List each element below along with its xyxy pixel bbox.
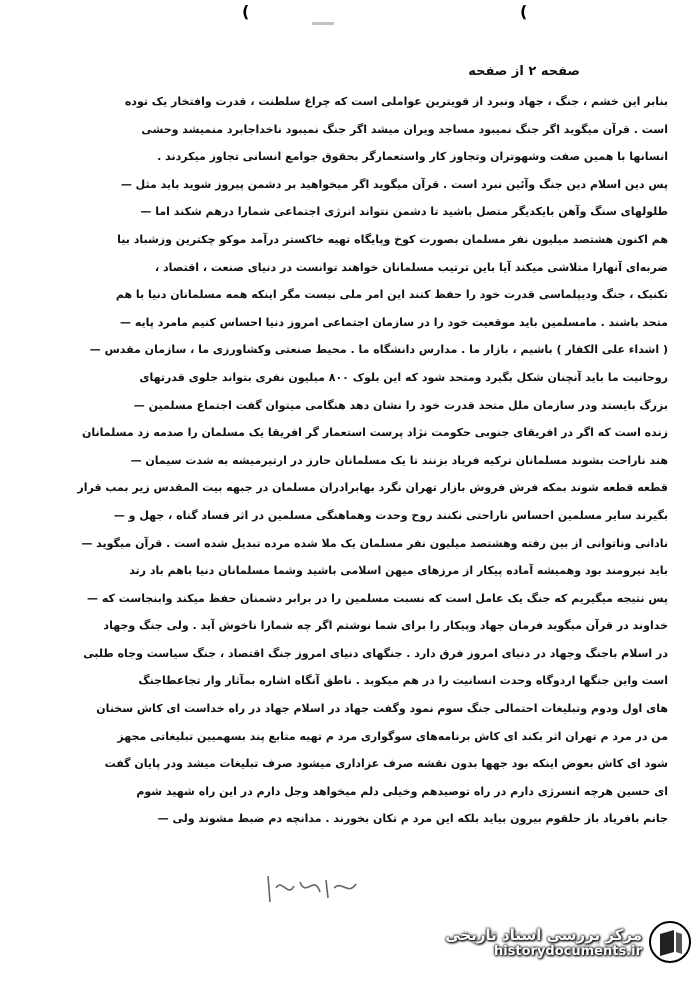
text-line: پس دین اسلام دین جنگ وآئین نبرد است . قرآن میگوید اگر میخواهید بر دشمن پیروز شوید باید مثل — [120, 177, 668, 191]
archive-logo-icon [648, 920, 692, 964]
text-line: زنده است که اگر در افریقای جنوبی حکومت نژاد پرست استعمار گر افریقا یک مسلمان را صدمه زد مسلمانان [81, 426, 668, 440]
top-smudge [312, 22, 334, 25]
text-line: متحد باشند . مامسلمین باید موقعیت خود را در سازمان اجتماعی امروز دنیا احساس کنیم مامرد پایه — [120, 315, 668, 329]
text-line: هم اکنون هشتصد میلیون نفر مسلمان بصورت کوخ وپایگاه تهیه خاکستر درآمد موکو چکترین وزشباد بیا [117, 232, 668, 246]
text-line: بنابر این خشم ، جنگ ، جهاد ونبرد از قویترین عواملی است که چراغ سلطنت ، قدرت وافتخار یک توده [124, 95, 668, 108]
text-line: جانم بافریاد باز حلقوم بیرون بیاید بلکه این مرد م تکان بخورند . مدانچه دم ضبط مشوند ولی — [157, 812, 668, 826]
text-line: قطعه قطعه شوند بمکه فرش فروش بازار تهران نگرد بهابرادران مسلمان در جبهه بیت المقدس زیر بمب قرار [77, 481, 668, 495]
text-line: پس نتیجه میگیریم که جنگ یک عامل است که نسبت مسلمین را در برابر دشمنان حفظ میکند وابنجاست که — [87, 591, 668, 605]
text-line: روحانیت ما باید آنچنان شکل بگیرد ومتحد شود که این بلوک ۸۰۰ میلیون نفری بتواند جلوی قدرتهای [139, 370, 668, 384]
document-body [58, 88, 668, 833]
watermark-text [445, 926, 642, 959]
text-line: است واین جنگها اردوگاه وحدت انسانیت را در هم میکوبد . ناطق آنگاه اشاره بمآثار وار تجاعطاجنگ [138, 674, 668, 688]
watermark-title: مرکز بررسی اسناد تاریخی [445, 925, 642, 944]
text-line: بزرگ بایستد ودر سازمان ملل متحد قدرت خود را نشان دهد هنگامی میتوان گفت اجتماع مسلمین — [133, 398, 668, 412]
handwritten-signature [262, 868, 362, 908]
text-line: ضربه‌ای آنهارا متلاشی میکند آیا باین ترتیب مسلمانان خواهند توانست در دنیای صنعت ، اقتصاد ، [154, 260, 668, 274]
text-line: است . قرآن میگوید اگر جنگ نمیبود مساجد ویران میشد اگر جنگ نمیبود ناخداجابرد منمیشد وحشی [141, 122, 668, 136]
text-line: انسانها با همین صفت وشهوتران وتجاوز کار واستعمارگر بحقوق جوامع انسانی تجاوز میکردند . [157, 150, 668, 164]
top-punch-mark-right: ( [520, 2, 528, 21]
text-line: من در مرد م تهران اثر بکند ای کاش برنامه‌های سوگواری مرد م تهیه متابع پند بسهمیین تبلیغاتی مجهز [117, 729, 668, 743]
text-line: در اسلام باجنگ وجهاد در دنیای امروز فرق دارد . جنگهای دنیای امروز جنگ اقتصاد ، جنگ سیاست وجاه طلبی [83, 646, 668, 660]
text-line: های اول ودوم وتبلیغات احتمالی جنگ سوم نمود وگفت جهاد در اسلام جهاد در راه خداست ای کاش سخنان [96, 702, 668, 716]
text-line: شود ای کاش بعوض اینکه بود جهها بدون نقشه صرف عزاداری میشود صرف تبلیغات میشد ودر پایان گفت [104, 757, 668, 771]
top-punch-mark-left: ( [242, 2, 250, 21]
text-line: نادانی وناتوانی از بین رفته وهشتصد میلیون نفر مسلمان یک ملا شده مرده تبدیل شده است . قرآن میگوید — [81, 536, 668, 550]
text-line: هند ناراحت بشوند مسلمانان ترکیه فریاد بزنند تا یک مسلمانان حارز در ارتیرمیشه به شدت سیمان — [130, 453, 668, 467]
text-line: تکنیک ، جنگ ودیپلماسی قدرت خود را حفظ کنند این امر ملی نیست مگر اینکه همه مسلمانان دنیا با هم [115, 288, 668, 302]
text-line: بگیرند سایر مسلمین احساس ناراحتی نکنند روح وحدت وهماهنگی مسلمین در اثر فساد گناه ، جهل و — [113, 508, 668, 522]
text-line: خداوند در قرآن میگوید فرمان جهاد وپیکار را برای شما نوشتم اگر چه شمارا ناخوش آید . ولی جنگ وجهاد [103, 619, 668, 633]
page-number-label: صفحه ۲ از صفحه [468, 64, 580, 79]
watermark-url: historydocuments.ir [493, 943, 642, 959]
watermark [445, 916, 692, 968]
text-line: ای حسین هرچه انسرژی دارم در راه توصیدهم وخیلی دلم میخواهد وجل دارم در این راه شهید شوم [136, 784, 668, 798]
text-line: ( اشداء علی الکفار ) باشیم ، بازار ما . مدارس دانشگاه ما . محیط صنعتی وکشاورزی ما ، سازمان مقدس — [89, 343, 668, 357]
text-line: باید نیرومند بود وهمیشه آماده پیکار از مرزهای میهن اسلامی باشید وشما مسلمانان دنیا باهم باد رتد [129, 564, 668, 578]
text-line: طلولهای سنگ وآهن بایکدیگر متصل باشید تا دشمن نتواند انرژی اجتماعی شمارا درهم شکند اما — [140, 205, 668, 219]
